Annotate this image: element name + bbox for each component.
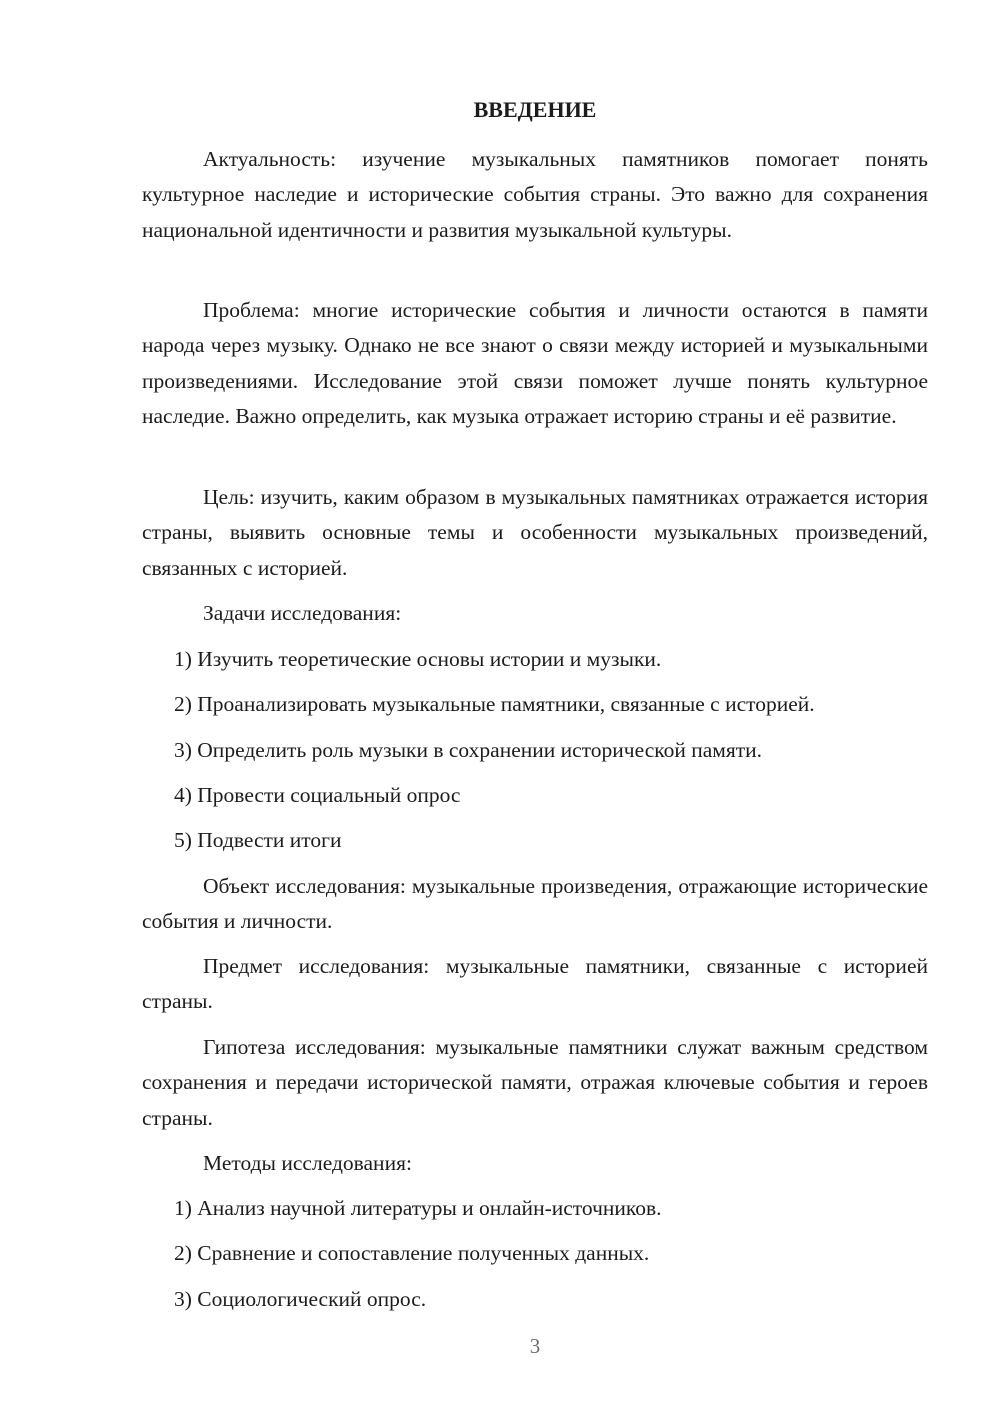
task-item: 2) Проанализировать музыкальные памятники, связанные с историей.: [174, 692, 815, 716]
hypothesis-paragraph: Гипотеза исследования: музыкальные памятники служат важным средством сохранения и передачи исторической памяти, отражая ключевые события и героев страны.: [142, 1035, 928, 1130]
tasks-label: Задачи исследования:: [203, 601, 402, 625]
method-item: 2) Сравнение и сопоставление полученных данных.: [174, 1241, 650, 1265]
method-item: 3) Социологический опрос.: [174, 1287, 427, 1311]
task-item: 5) Подвести итоги: [174, 828, 342, 852]
subject-paragraph: Предмет исследования: музыкальные памятники, связанные с историей страны.: [142, 954, 928, 1014]
methods-label: Методы исследования:: [203, 1151, 412, 1175]
task-item: 4) Провести социальный опрос: [174, 783, 461, 807]
task-item: 3) Определить роль музыки в сохранении исторической памяти.: [174, 738, 763, 762]
object-paragraph: Объект исследования: музыкальные произведения, отражающие исторические события и личности.: [142, 874, 928, 934]
relevance-paragraph: Актуальность: изучение музыкальных памятников помогает понять культурное наследие и исторические события страны. Это важно для сохранения национальной идентичности и развития музыкальной культуры.: [142, 147, 928, 242]
page-number: 3: [529, 1334, 541, 1358]
task-item: 1) Изучить теоретические основы истории и музыки.: [174, 647, 662, 671]
problem-paragraph: Проблема: многие исторические события и личности остаются в памяти народа через музыку. Однако не все знают о связи между историей и музыкальными произведениями. Исследование этой связи поможет лучше понять культурное наследие. Важно определить, как музыка отражает историю страны и её развитие.: [142, 298, 928, 428]
page-title: ВВЕДЕНИЕ: [473, 97, 597, 122]
method-item: 1) Анализ научной литературы и онлайн-источников.: [174, 1196, 662, 1220]
goal-paragraph: Цель: изучить, каким образом в музыкальных памятниках отражается история страны, выявить основные темы и особенности музыкальных произведений, связанных с историей.: [142, 485, 928, 580]
